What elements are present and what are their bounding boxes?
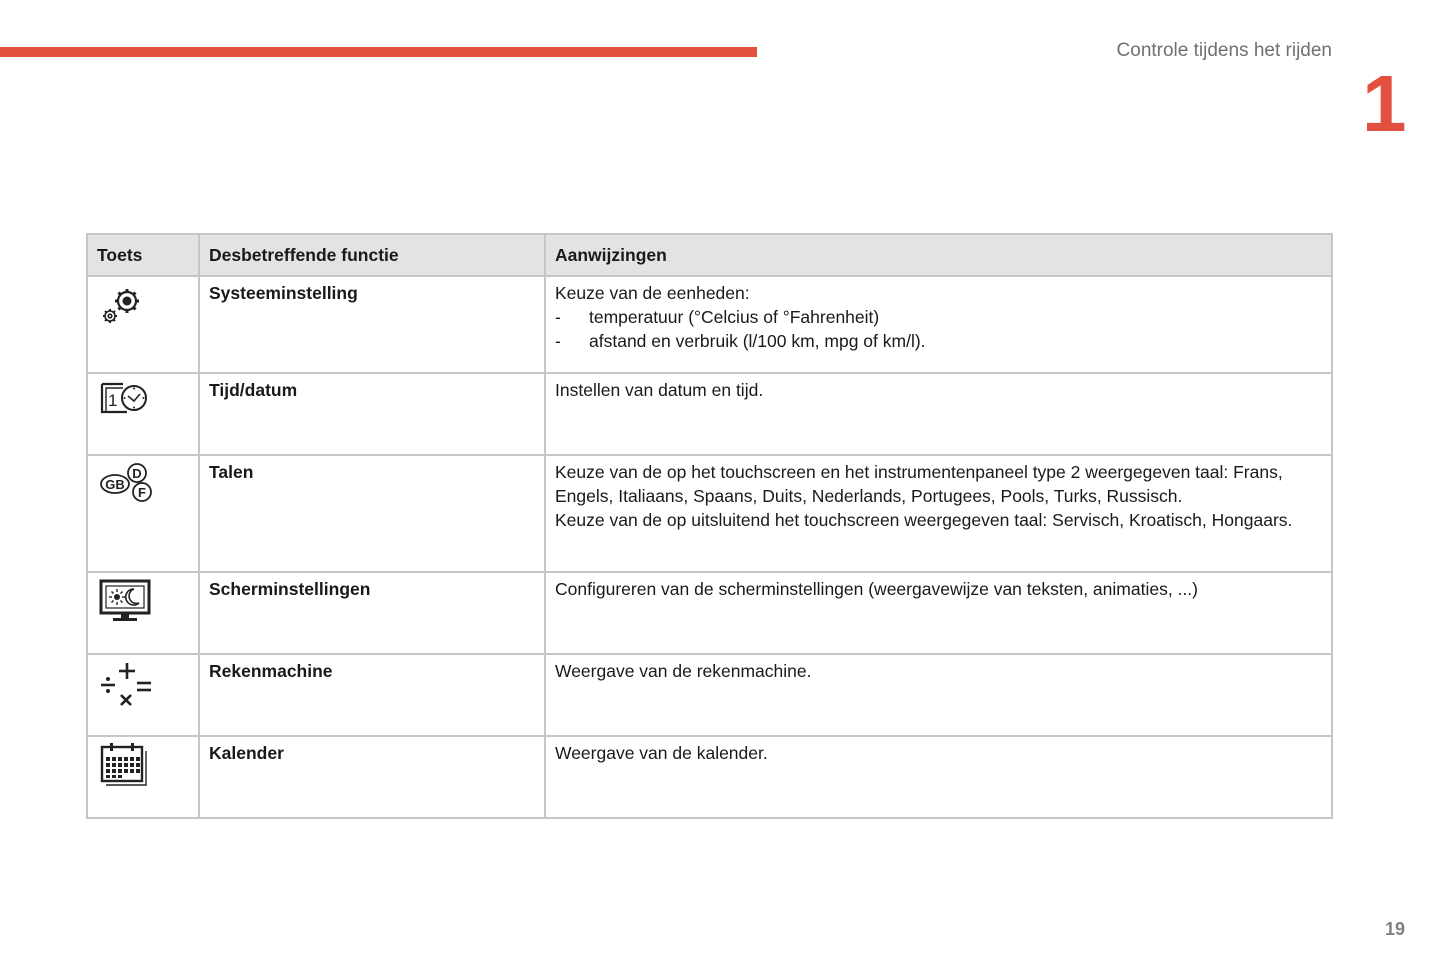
section-title: Controle tijdens het rijden — [1116, 40, 1332, 61]
instructions-paragraph: Keuze van de op uitsluitend het touchscreen weergegeven taal: Servisch, Kroatisch, Hongaars. — [555, 510, 1293, 530]
lang-d-label: D — [132, 466, 142, 481]
table-row — [87, 654, 1332, 736]
date-digit: 1 — [108, 391, 118, 410]
icon-cell — [87, 736, 199, 818]
instructions-cell: Configureren van de scherminstellingen (weergavewijze van teksten, animaties, ...) — [545, 572, 1332, 654]
page-number: 19 — [1384, 919, 1405, 939]
table-row — [87, 373, 1332, 455]
instructions-cell: Instellen van datum en tijd. — [545, 373, 1332, 455]
instructions-cell: Weergave van de kalender. — [545, 736, 1332, 818]
calculator-icon — [97, 659, 155, 709]
column-header-instructions: Aanwijzingen — [545, 234, 1332, 276]
column-header-function: Desbetreffende functie — [199, 234, 545, 276]
table-row — [87, 276, 1332, 373]
table-row — [87, 736, 1332, 818]
function-name: Scherminstellingen — [199, 572, 545, 654]
instructions-cell — [545, 276, 1332, 373]
table-header-row — [87, 234, 1332, 276]
languages-icon — [97, 460, 163, 508]
table-row — [87, 455, 1332, 572]
instructions-intro: Keuze van de eenheden: — [555, 283, 750, 303]
list-item: - temperatuur (°Celcius of °Fahrenheit) — [555, 305, 1322, 329]
table-row — [87, 572, 1332, 654]
icon-cell — [87, 373, 199, 455]
function-name: Tijd/datum — [199, 373, 545, 455]
list-item: - afstand en verbruik (l/100 km, mpg of km/l). — [555, 329, 1322, 353]
calendar-icon — [97, 741, 149, 787]
function-name: Kalender — [199, 736, 545, 818]
functions-table — [86, 233, 1333, 819]
date-time-icon — [97, 378, 151, 418]
icon-cell — [87, 455, 199, 572]
settings-gears-icon — [97, 281, 147, 331]
lang-f-label: F — [138, 485, 146, 500]
icon-cell — [87, 654, 199, 736]
screen-settings-icon — [97, 577, 153, 625]
instructions-cell: Weergave van de rekenmachine. — [545, 654, 1332, 736]
instructions-list — [555, 305, 1322, 353]
column-header-key: Toets — [87, 234, 199, 276]
function-name: Talen — [199, 455, 545, 572]
chapter-number: 1 — [1362, 59, 1407, 148]
function-name: Systeeminstelling — [199, 276, 545, 373]
function-name: Rekenmachine — [199, 654, 545, 736]
icon-cell — [87, 572, 199, 654]
instructions-cell — [545, 455, 1332, 572]
icon-cell — [87, 276, 199, 373]
lang-gb-label: GB — [105, 477, 125, 492]
accent-bar — [0, 47, 757, 57]
instructions-paragraph: Keuze van de op het touchscreen en het instrumentenpaneel type 2 weergegeven taal: Frans, Engels, Italiaans, Spaans, Duits, Nederlands, Portugees, Pools, Turks, Russisch. — [555, 462, 1283, 506]
